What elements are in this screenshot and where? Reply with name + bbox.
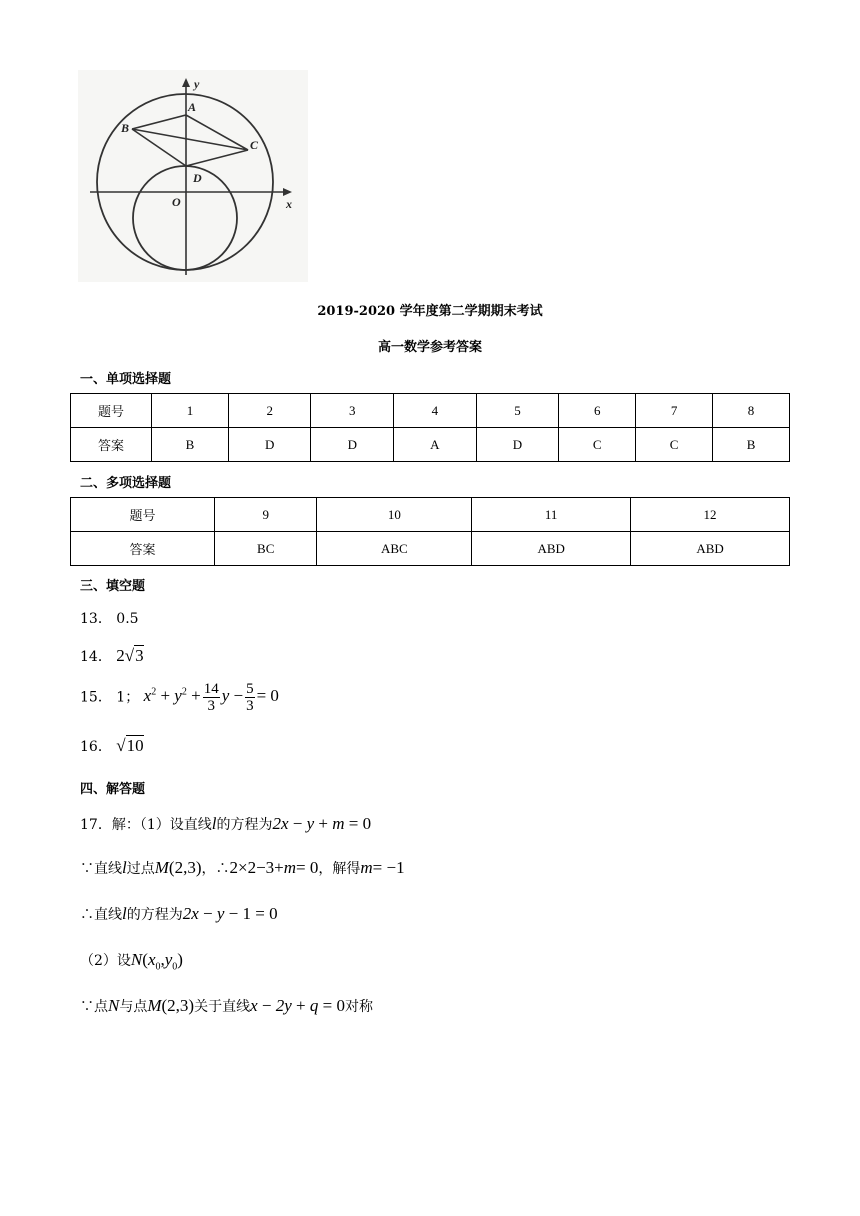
q16-radicand: 10 — [126, 736, 144, 755]
question-number: 8 — [713, 394, 790, 428]
multiple-choice-table — [70, 497, 790, 566]
section-fill-blank-heading: 三、填空题 — [80, 579, 146, 594]
solution-text: ∴直线 — [80, 907, 122, 923]
label-y: y — [194, 77, 200, 91]
question-number: 3 — [311, 394, 394, 428]
question-number: 2 — [228, 394, 311, 428]
answer-cell: C — [636, 428, 713, 462]
q15-equation: $x^2 + y^2$ + $\frac{14}{3}$ y − $\frac{5}{3}$ = 0 — [143, 681, 279, 714]
triangle-abc — [132, 115, 248, 150]
solution-text: 与点 — [119, 999, 148, 1015]
row-header-question: 题号 — [71, 394, 152, 428]
question-number: 12 — [631, 498, 790, 532]
table-row — [71, 428, 790, 462]
question-number: 1 — [152, 394, 229, 428]
q14-radicand: 3 — [135, 646, 144, 665]
solution-line-1: 17．解：（1）设直线l的方程为2x − y + m = 0 — [80, 814, 372, 833]
solution-line-4: （2）设$N(x_0,y_0)$ — [80, 950, 183, 973]
solution-text: 的方程为 — [216, 817, 273, 833]
q14-radical-sign: √ — [124, 646, 135, 665]
answer-q16 — [80, 736, 144, 756]
exam-title: 2019-2020 学年度第二学期期末考试 — [317, 304, 543, 319]
answer-cell: B — [713, 428, 790, 462]
q14-coefficient: 2 — [116, 646, 125, 665]
answer-cell: A — [394, 428, 477, 462]
q13-answer: 0.5 — [116, 611, 139, 627]
label-o: O — [172, 195, 181, 209]
answer-cell: D — [228, 428, 311, 462]
solution-line-2: ∵直线l过点M(2,3)，∴2×2−3+m= 0，解得m= −1 — [80, 858, 405, 877]
question-number: 5 — [476, 394, 559, 428]
answer-key-title: 高一数学参考答案 — [377, 340, 482, 355]
label-a: A — [188, 100, 197, 114]
answer-q15 — [80, 681, 279, 714]
solution-text: 过点 — [126, 861, 155, 877]
solution-text: （2）设 — [80, 953, 131, 969]
label-x: x — [286, 197, 292, 211]
row-header-answer: 答案 — [71, 428, 152, 462]
solution-text: 的方程为 — [126, 907, 183, 923]
answer-cell: C — [559, 428, 636, 462]
question-number: 4 — [394, 394, 477, 428]
solution-text: ，解得 — [318, 861, 361, 877]
answer-cell: ABD — [472, 532, 631, 566]
answer-cell: D — [476, 428, 559, 462]
label-d: D — [193, 171, 202, 185]
answer-q13 — [80, 608, 139, 628]
q15-number: 15． — [80, 689, 112, 706]
x-axis-arrow — [283, 188, 292, 196]
q16-radical-sign: √ — [116, 736, 126, 755]
answer-q14 — [80, 646, 144, 666]
label-b: B — [121, 121, 130, 135]
section-single-choice-heading: 一、单项选择题 — [80, 372, 172, 387]
y-axis-arrow — [182, 78, 190, 87]
section-solutions-heading: 四、解答题 — [80, 782, 146, 797]
q15-frac2-numerator: 5 — [246, 681, 254, 697]
solution-text: ∵直线 — [80, 861, 122, 877]
question-number: 10 — [317, 498, 472, 532]
q14-number: 14． — [80, 649, 112, 665]
solution-text: 关于直线 — [194, 999, 251, 1015]
solution-line-3: ∴直线l的方程为2x − y − 1 = 0 — [80, 904, 278, 923]
question-number: 6 — [559, 394, 636, 428]
geometry-figure — [78, 70, 308, 282]
question-number: 11 — [472, 498, 631, 532]
single-choice-table — [70, 393, 790, 462]
table-row — [71, 532, 790, 566]
answer-cell: ABD — [631, 532, 790, 566]
table-row — [71, 394, 790, 428]
section-multiple-choice-heading: 二、多项选择题 — [80, 476, 172, 491]
answer-cell: BC — [215, 532, 317, 566]
solution-text: ，∴ — [201, 861, 230, 877]
solution-line-5: ∵点N与点M(2,3)关于直线x − 2y + q = 0对称 — [80, 996, 373, 1015]
q15-frac1-numerator: 14 — [203, 681, 219, 697]
q13-number: 13． — [80, 611, 112, 627]
circle-diagram — [78, 70, 308, 282]
row-header-question: 题号 — [71, 498, 215, 532]
q15-frac1-denominator: 3 — [207, 698, 215, 714]
q16-number: 16． — [80, 739, 112, 755]
answer-cell: B — [152, 428, 229, 462]
answer-cell: D — [311, 428, 394, 462]
label-c: C — [250, 138, 259, 152]
answer-cell: ABC — [317, 532, 472, 566]
small-circle — [133, 166, 237, 270]
solution-text: ∵点 — [80, 999, 108, 1015]
question-number: 7 — [636, 394, 713, 428]
q15-first-answer: 1； — [116, 689, 140, 706]
q15-frac2-denominator: 3 — [246, 698, 254, 714]
question-number: 9 — [215, 498, 317, 532]
row-header-answer: 答案 — [71, 532, 215, 566]
segment-cd — [186, 150, 248, 166]
solution-text: 17．解：（1）设直线 — [80, 817, 212, 833]
solution-text: 对称 — [344, 999, 373, 1015]
table-row — [71, 498, 790, 532]
